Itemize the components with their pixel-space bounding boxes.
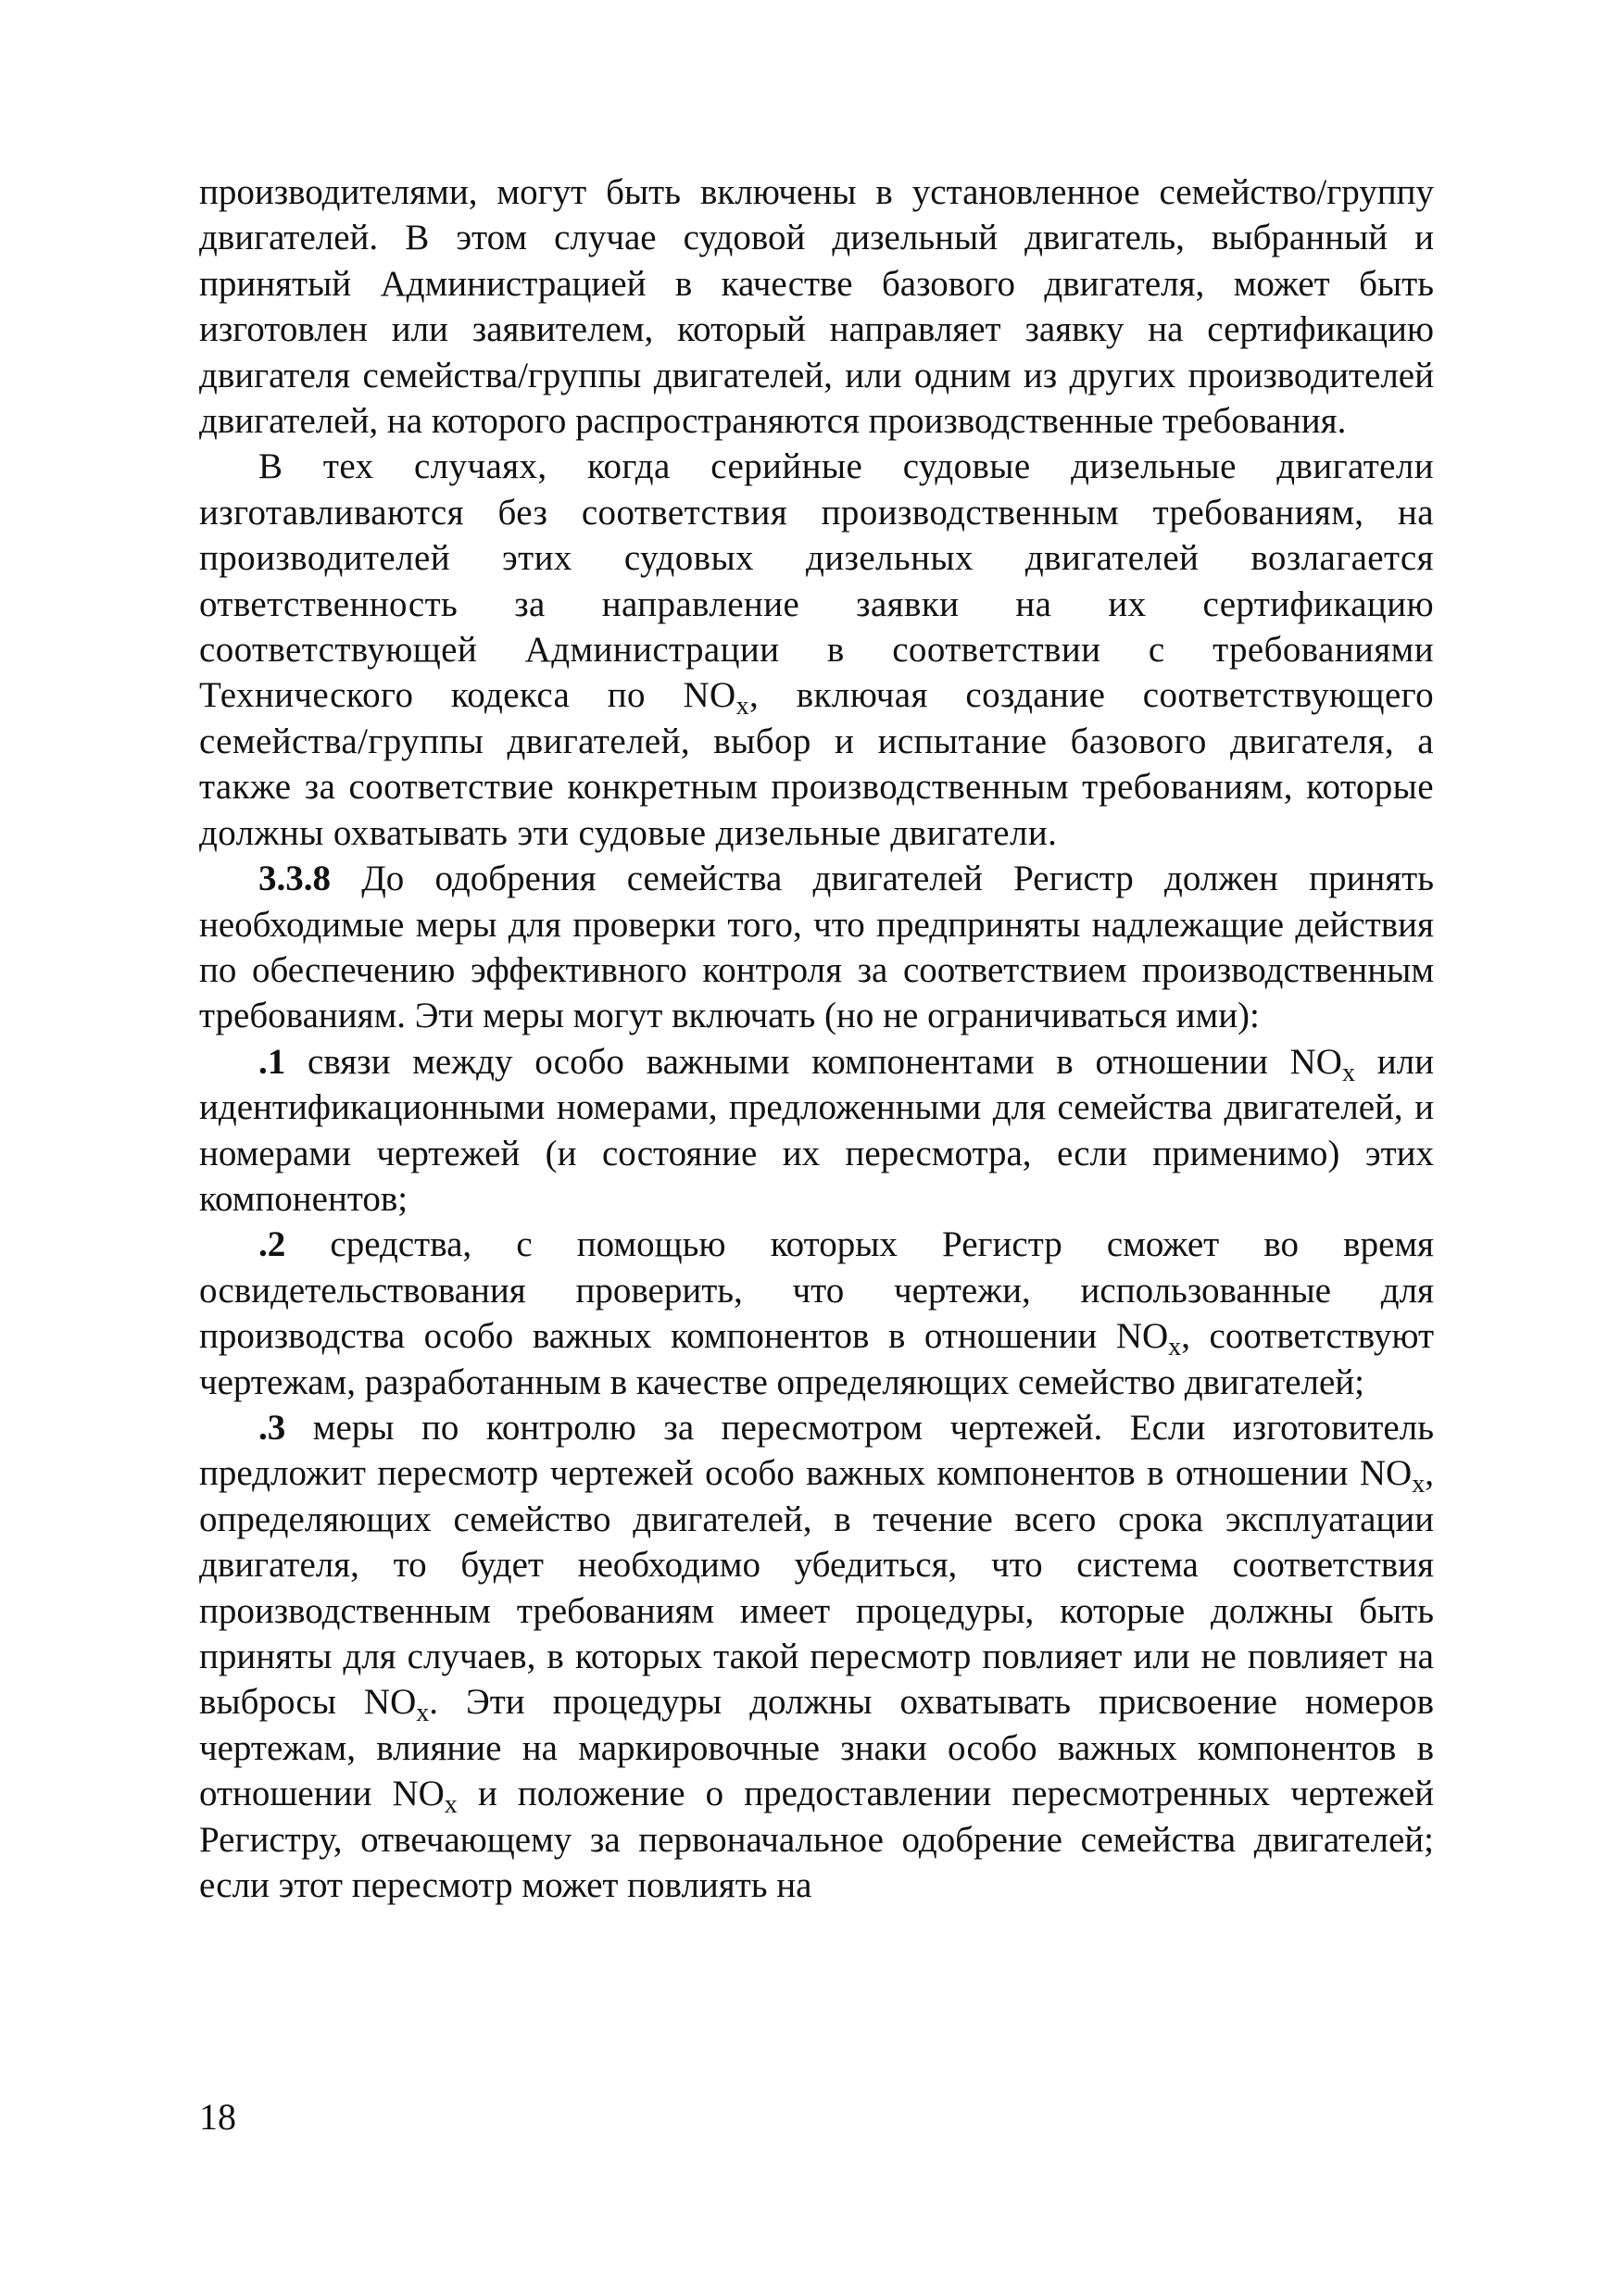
paragraph-3-3-8: [199, 856, 1434, 1039]
paragraph-continuation: [199, 169, 1434, 444]
subscript-x: x: [1168, 1333, 1182, 1362]
paragraph-text: До одобрения семейства двигателей Регистр должен принять необходимые меры для проверки того, что предприняты надлежащие действия по обеспечению эффективного контроля за соответствием производственным требованиям. Эти меры могут включать (но не ограничиваться ими):: [199, 859, 1434, 1036]
page-number: 18: [199, 2096, 236, 2138]
item-text: связи между особо важными компонентами в отношении NO: [285, 1041, 1342, 1082]
item-text: или идентификационными номерами, предложенными для семейства двигателей, и номерами чертежей (и состояние их пересмотра, если применимо) этих компонентов;: [199, 1041, 1434, 1219]
item-text: . Эти процедуры должны охватывать присвоение номеров чертежам, влияние на маркировочные знаки особо важных компонентов в отношении NO: [199, 1682, 1434, 1814]
subscript-x: x: [1412, 1470, 1426, 1499]
list-item-3: [199, 1405, 1434, 1908]
item-text: меры по контролю за пересмотром чертежей. Если изготовитель предложит пересмотр чертежей особо важных компонентов в отношении NO: [199, 1407, 1434, 1494]
item-text: , определяющих семейство двигателей, в течение всего срока эксплуатации двигателя, то будет необходимо убедиться, что система соответствия производственным требованиям имеет процедуры, которые должны быть приняты для случаев, в которых такой пересмотр повлияет или не повлияет на выбросы NO: [199, 1453, 1434, 1723]
subscript-x: x: [1341, 1058, 1355, 1087]
list-item-1: [199, 1039, 1434, 1223]
item-number: .1: [258, 1041, 286, 1082]
subscript-x: x: [735, 692, 750, 721]
item-text: и положение о предоставлении пересмотренных чертежей Регистру, отвечающему за первоначальное одобрение семейства двигателей; если этот пересмотр может повлиять на: [199, 1774, 1434, 1906]
paragraph-text: В тех случаях, когда серийные судовые дизельные двигатели изготавливаются без соответствия производственным требованиям, на производителей этих судовых дизельных двигателей возлагается ответственность за направление заявки на их сертификацию соответствующей Администрации в соответствии с требованиями Технического кодекса по NO: [199, 446, 1434, 716]
clause-number: 3.3.8: [258, 859, 331, 899]
paragraph-text: производителями, могут быть включены в установленное семейство/группу двигателей. В этом случае судовой дизельный двигатель, выбранный и принятый Администрацией в качестве базового двигателя, может быть изготовлен или заявителем, который направляет заявку на сертификацию двигателя семейства/группы двигателей, или одним из других производителей двигателей, на которого распространяются производственные требования.: [199, 172, 1434, 442]
item-text: , соответствуют чертежам, разработанным в качестве определяющих семейство двигателей;: [199, 1316, 1434, 1402]
item-number: .2: [258, 1224, 286, 1265]
paragraph-text: , включая создание соответствующего семейства/группы двигателей, выбор и испытание базового двигателя, а также за соответствие конкретным производственным требованиям, которые должны охватывать эти судовые дизельные двигатели.: [199, 675, 1434, 853]
item-text: средства, с помощью которых Регистр сможет во время освидетельствования проверить, что чертежи, использованные для производства особо важных компонентов в отношении NO: [199, 1224, 1434, 1357]
subscript-x: x: [444, 1790, 458, 1820]
subscript-x: x: [416, 1699, 430, 1728]
body-text: [199, 169, 1434, 1908]
list-item-2: [199, 1222, 1434, 1405]
paragraph-serial-engines: [199, 444, 1434, 856]
item-number: .3: [258, 1407, 286, 1448]
